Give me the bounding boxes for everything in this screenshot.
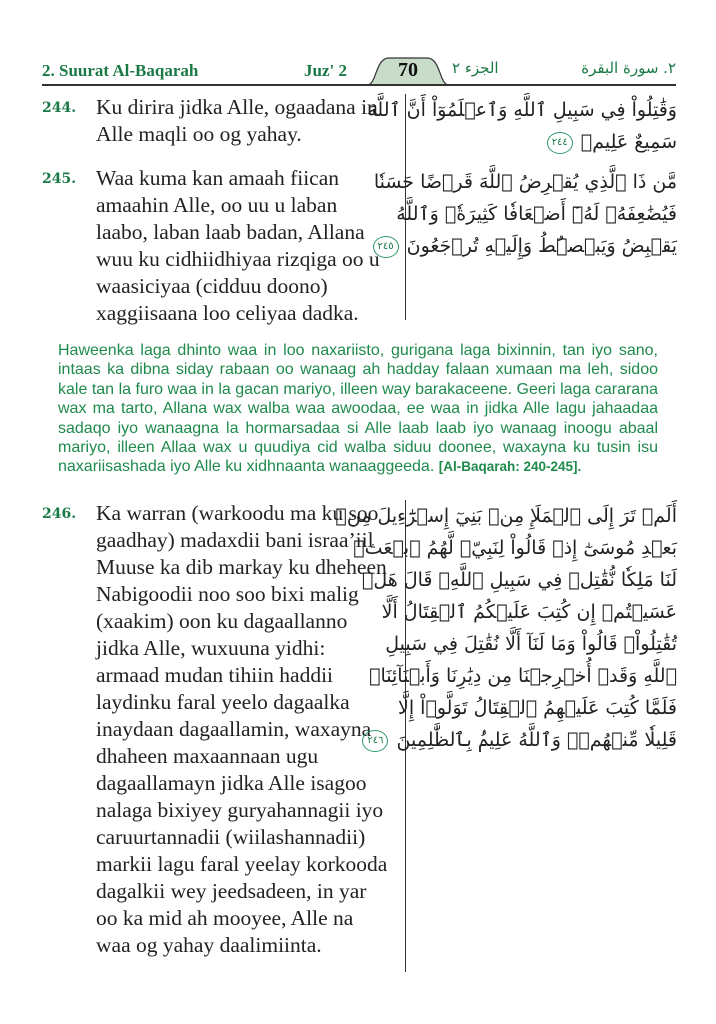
ayah-end-marker: ٢٤٤ (547, 132, 573, 154)
arabic-text: يَقۡبِضُ وَيَبۡصُۜطُ وَإِلَيۡهِ تُرۡجَعُونَ (406, 235, 677, 257)
arabic-line: ٱللَّهِ وَقَدۡ أُخۡرِجۡنَا مِن دِيَٰرِنَا وَأَبۡنَآئِنَاۖ (369, 665, 677, 687)
arabic-text: قَلِيلٗا مِّنۡهُمۡۚ وَٱللَّهُ عَلِيمُۢ بِٱلظَّٰلِمِينَ (396, 729, 677, 751)
arabic-column (367, 94, 677, 262)
commentary-text: Haweenka laga dhinto waa in loo naxariisto, gurigana laga bixinnin, tan iyo sano, intaas ka dibna siday rabaan oo wanaag ah hadday falaan xumaan ma leh, sidoo kale tan la furo waa in la gacan mariyo, illeen way barakaceene. Geeri laga cararana wax ma tarto, Allana wax walba waa awoodaa, ee waa in jidka Alle lagu jahaadaa sadaqo iyo wanaagna la hormarsadaa si Alle laab laab iyo wanaag inoogu abaal mariyo, illeen Allaa wax u quudiya cid walba siduu doonee, waxayna ku tusin isu naxariisashada iyo Alle ku xidhnaanta wanaaggeeda. (58, 342, 658, 476)
verse-number: 246. (42, 506, 77, 522)
arabic-line: فَيُضَٰعِفَهُۥ لَهُۥٓ أَضۡعَافٗا كَثِيرَةٗۚ وَٱللَّهُ (396, 203, 677, 225)
verse-text: Ku dirira jidka Alle, ogaadana in Alle maqli oo og yahay. (96, 95, 378, 146)
page-header (42, 56, 676, 86)
arabic-line: فَلَمَّا كُتِبَ عَلَيۡهِمُ ٱلۡقِتَالُ تَوَلَّوۡاْ إِلَّا (398, 697, 677, 719)
arabic-line: تُقَٰتِلُواْۖ قَالُواْ وَمَا لَنَآ أَلَّا نُقَٰتِلَ فِي سَبِيلِ (385, 633, 677, 655)
verse-number: 244. (42, 100, 77, 116)
verse-245 (42, 165, 392, 327)
arabic-line (367, 724, 677, 756)
header-rule (42, 84, 676, 86)
arabic-line: أَلَمۡ تَرَ إِلَى ٱلۡمَلَإِ مِنۢ بَنِيٓ إِسۡرَٰٓءِيلَ مِنۢ (335, 505, 677, 527)
verse-244 (42, 94, 392, 148)
page-number-tab (367, 56, 449, 86)
commentary-paragraph (58, 341, 658, 477)
translation-column (42, 94, 392, 344)
translation-column (42, 500, 392, 976)
commentary-reference: [Al-Baqarah: 240-245]. (438, 459, 582, 475)
verse-246 (42, 500, 392, 959)
verse-text: Waa kuma kan amaah fiican amaahin Alle, oo uu u laban laabo, laban laab badan, Allana wuu ku cidhiidhiyaa rizqiga oo u waasiciyaa (cidduu doono) xaggiisaana loo celiyaa dadka. (96, 166, 380, 325)
arabic-column (335, 500, 677, 756)
arabic-line: عَسَيۡتُمۡ إِن كُتِبَ عَلَيۡكُمُ ٱلۡقِتَالُ أَلَّا (381, 601, 677, 623)
arabic-text: سَمِيعٌ عَلِيمٞ (580, 131, 677, 153)
arabic-line: بَعۡدِ مُوسَىٰٓ إِذۡ قَالُواْ لِنَبِيّٖ لَّهُمُ ٱبۡعَثۡ (353, 537, 677, 559)
verses-section-1 (42, 94, 677, 325)
surah-title-en: 2. Suurat Al-Baqarah (42, 61, 199, 80)
arabic-line: وَقَٰتِلُواْ فِي سَبِيلِ ٱللَّهِ وَٱعۡلَمُوٓاْ أَنَّ ٱللَّهَ (367, 99, 677, 121)
page-number: 70 (398, 59, 418, 81)
juz-label-ar: الجزء ٢ (452, 59, 499, 77)
ayah-end-marker: ٢٤٦ (362, 730, 388, 752)
verse-text: Ka warran (warkoodu ma ku soo gaadhay) madaxdii bani israa’iil Muuse ka dib markay ku dheheen Nabigoodii noo soo bixi malig (xaakim) oon ku dagaallanno jidka Alle, wuxuuna yidhi: armaad mudan tihiin haddii laydinku faral yeelo dagaalka inaydaan dagaallamin, waxayna dhaheen maxaannaan ugu dagaallamayn jidka Alle isagoo nalaga bixiyey guryahannagii iyo caruurtannadii (wiilashannadii) markii lagu faral yeelay korkooda dagalkii wey jeedsadeen, in yar oo ka mid ah mooyee, Alle na waa og yahay daalimiinta. (96, 501, 388, 957)
arabic-line (377, 230, 677, 262)
juz-label-en: Juz' 2 (304, 61, 347, 80)
verse-number: 245. (42, 171, 77, 187)
arabic-line: لَنَا مَلِكٗا نُّقَٰتِلۡ فِي سَبِيلِ ٱللَّهِۖ قَالَ هَلۡ (361, 569, 677, 591)
surah-title-ar: ٢. سورة البقرة (581, 59, 676, 77)
arabic-line (417, 126, 677, 158)
arabic-line: مَّن ذَا ٱلَّذِي يُقۡرِضُ ٱللَّهَ قَرۡضًا حَسَنٗا (373, 171, 677, 193)
ayah-end-marker: ٢٤٥ (373, 236, 399, 258)
verses-section-2 (42, 500, 676, 972)
